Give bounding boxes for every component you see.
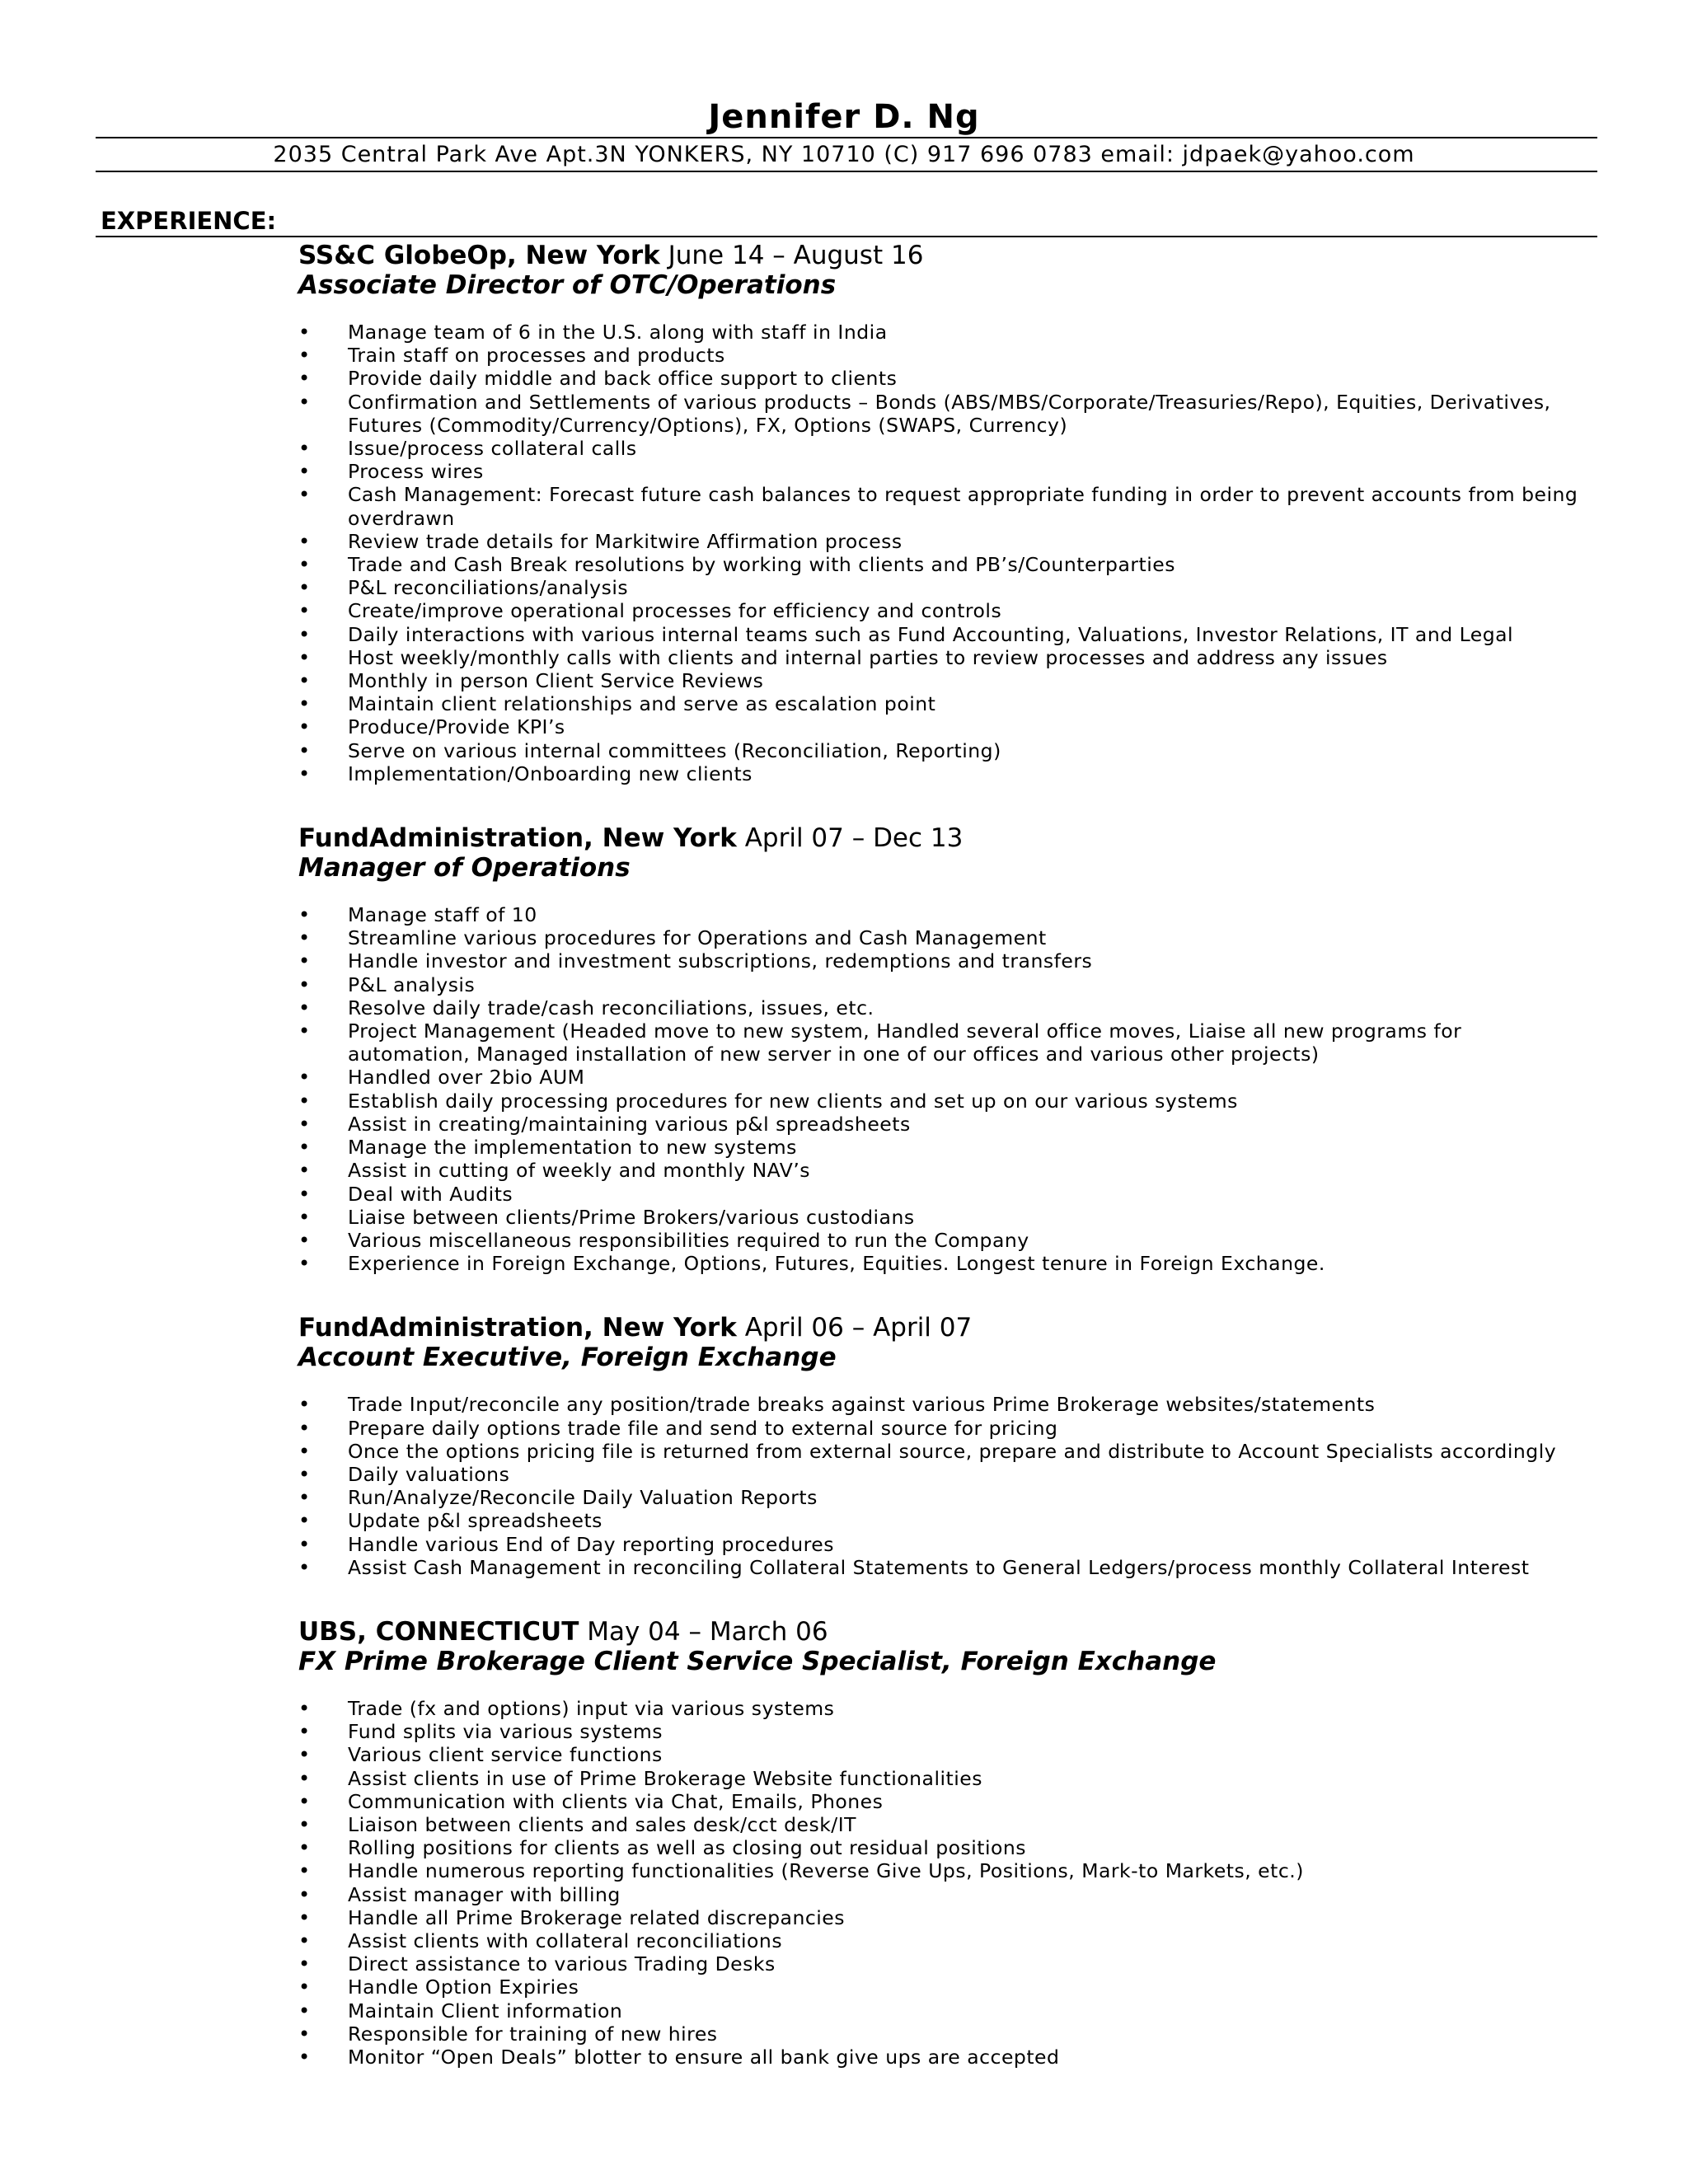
job-dates: April 07 – Dec 13 xyxy=(744,823,964,854)
duty-item: • Serve on various internal committees (Reconciliation, Reporting) xyxy=(298,739,1584,762)
job-dates: April 06 – April 07 xyxy=(744,1313,973,1343)
duty-item: • Maintain Client information xyxy=(298,1999,1584,2022)
duty-item: • Update p&l spreadsheets xyxy=(298,1509,1584,1532)
duty-item: • Create/improve operational processes for efficiency and controls xyxy=(298,599,1584,622)
job-entry xyxy=(298,241,1584,785)
duty-item: • Direct assistance to various Trading Desks xyxy=(298,1952,1584,1975)
duty-item: • Experience in Foreign Exchange, Options, Futures, Equities. Longest tenure in Foreign Exchange. xyxy=(298,1252,1584,1275)
duty-item: • Run/Analyze/Reconcile Daily Valuation Reports xyxy=(298,1486,1584,1509)
duty-item: • Train staff on processes and products xyxy=(298,344,1584,367)
job-header xyxy=(298,241,1584,270)
job-title: Associate Director of OTC/Operations xyxy=(298,270,837,300)
job-duties-list xyxy=(298,1697,1584,2069)
duty-item: • Fund splits via various systems xyxy=(298,1720,1584,1743)
duty-item: • Handle all Prime Brokerage related discrepancies xyxy=(298,1906,1584,1929)
duty-item: • Confirmation and Settlements of various products – Bonds (ABS/MBS/Corporate/Treasuries/Repo), Equities, Derivatives, Futures (Commodity/Currency/Options), FX, Options (SWAPS, Currency) xyxy=(298,391,1584,437)
duty-item: • P&L reconciliations/analysis xyxy=(298,576,1584,599)
duty-item: • Issue/process collateral calls xyxy=(298,437,1584,460)
duty-item: • Manage the implementation to new systems xyxy=(298,1136,1584,1159)
duty-item: • Responsible for training of new hires xyxy=(298,2022,1584,2046)
duty-item: • Streamline various procedures for Operations and Cash Management xyxy=(298,926,1584,949)
duty-item: • Implementation/Onboarding new clients xyxy=(298,762,1584,785)
duty-item: • Liaise between clients/Prime Brokers/various custodians xyxy=(298,1206,1584,1229)
duty-item: • Trade (fx and options) input via various systems xyxy=(298,1697,1584,1720)
job-employer: UBS, CONNECTICUT xyxy=(298,1616,579,1647)
duty-item: • Handle Option Expiries xyxy=(298,1975,1584,1999)
job-entry xyxy=(298,823,1584,1275)
duty-item: • Daily interactions with various internal teams such as Fund Accounting, Valuations, Investor Relations, IT and Legal xyxy=(298,623,1584,646)
duty-item: • Project Management (Headed move to new system, Handled several office moves, Liaise all new programs for automation, Managed installation of new server in one of our offices and various other projects) xyxy=(298,1019,1584,1066)
job-dates: May 04 – March 06 xyxy=(587,1616,828,1647)
duty-item: • Provide daily middle and back office support to clients xyxy=(298,367,1584,390)
duty-item: • Daily valuations xyxy=(298,1463,1584,1486)
duty-item: • Various client service functions xyxy=(298,1743,1584,1766)
duty-item: • Assist in creating/maintaining various p&l spreadsheets xyxy=(298,1113,1584,1136)
job-duties-list xyxy=(298,1393,1584,1579)
duty-item: • Host weekly/monthly calls with clients and internal parties to review processes and address any issues xyxy=(298,646,1584,669)
duty-item: • Rolling positions for clients as well as closing out residual positions xyxy=(298,1836,1584,1859)
duty-item: • Various miscellaneous responsibilities required to run the Company xyxy=(298,1229,1584,1252)
duty-item: • Monthly in person Client Service Reviews xyxy=(298,669,1584,692)
duty-item: • Resolve daily trade/cash reconciliations, issues, etc. xyxy=(298,996,1584,1019)
header-bottom-rule xyxy=(96,171,1597,172)
duty-item: • Assist manager with billing xyxy=(298,1883,1584,1906)
job-entry xyxy=(298,1313,1584,1579)
section-title-experience: EXPERIENCE: xyxy=(101,207,277,235)
job-title: FX Prime Brokerage Client Service Specialist, Foreign Exchange xyxy=(298,1646,1217,1676)
duty-item: • Once the options pricing file is returned from external source, prepare and distribute to Account Specialists accordingly xyxy=(298,1440,1584,1463)
duty-item: • P&L analysis xyxy=(298,973,1584,996)
experience-list xyxy=(298,241,1584,2107)
duty-item: • Process wires xyxy=(298,460,1584,483)
duty-item: • Prepare daily options trade file and send to external source for pricing xyxy=(298,1417,1584,1440)
duty-item: • Assist clients with collateral reconciliations xyxy=(298,1929,1584,1952)
job-title: Manager of Operations xyxy=(298,853,631,883)
duty-item: • Review trade details for Markitwire Affirmation process xyxy=(298,530,1584,553)
job-dates: June 14 – August 16 xyxy=(668,241,924,270)
job-employer: SS&C GlobeOp, New York xyxy=(298,241,660,270)
duty-item: • Liaison between clients and sales desk/cct desk/IT xyxy=(298,1813,1584,1836)
header-top-rule xyxy=(96,137,1597,138)
job-title: Account Executive, Foreign Exchange xyxy=(298,1343,837,1373)
duty-item: • Trade Input/reconcile any position/trade breaks against various Prime Brokerage websites/statements xyxy=(298,1393,1584,1416)
duty-item: • Assist clients in use of Prime Brokerage Website functionalities xyxy=(298,1767,1584,1790)
job-entry xyxy=(298,1617,1584,2069)
job-header xyxy=(298,1313,1584,1343)
candidate-name: Jennifer D. Ng xyxy=(708,98,980,136)
duty-item: • Cash Management: Forecast future cash balances to request appropriate funding in order to prevent accounts from being overdrawn xyxy=(298,483,1584,529)
duty-item: • Trade and Cash Break resolutions by working with clients and PB’s/Counterparties xyxy=(298,553,1584,576)
duty-item: • Handle investor and investment subscriptions, redemptions and transfers xyxy=(298,949,1584,972)
duty-item: • Establish daily processing procedures for new clients and set up on our various systems xyxy=(298,1090,1584,1113)
duty-item: • Handle numerous reporting functionalities (Reverse Give Ups, Positions, Mark-to Markets, etc.) xyxy=(298,1859,1584,1882)
contact-line: 2035 Central Park Ave Apt.3N YONKERS, NY 10710 (C) 917 696 0783 email: jdpaek@yahoo.com xyxy=(273,142,1415,167)
job-employer: FundAdministration, New York xyxy=(298,1313,737,1343)
job-header xyxy=(298,1617,1584,1647)
duty-item: • Maintain client relationships and serve as escalation point xyxy=(298,692,1584,715)
duty-item: • Handle various End of Day reporting procedures xyxy=(298,1533,1584,1556)
job-header xyxy=(298,823,1584,853)
job-duties-list xyxy=(298,321,1584,785)
duty-item: • Monitor “Open Deals” blotter to ensure all bank give ups are accepted xyxy=(298,2046,1584,2069)
duty-item: • Communication with clients via Chat, Emails, Phones xyxy=(298,1790,1584,1813)
duty-item: • Deal with Audits xyxy=(298,1183,1584,1206)
duty-item: • Produce/Provide KPI’s xyxy=(298,715,1584,738)
duty-item: • Handled over 2bio AUM xyxy=(298,1066,1584,1089)
duty-item: • Manage team of 6 in the U.S. along with staff in India xyxy=(298,321,1584,344)
job-duties-list xyxy=(298,903,1584,1275)
duty-item: • Manage staff of 10 xyxy=(298,903,1584,926)
job-employer: FundAdministration, New York xyxy=(298,823,737,854)
duty-item: • Assist Cash Management in reconciling Collateral Statements to General Ledgers/process monthly Collateral Interest xyxy=(298,1556,1584,1579)
duty-item: • Assist in cutting of weekly and monthly NAV’s xyxy=(298,1159,1584,1182)
section-rule xyxy=(96,236,1597,237)
